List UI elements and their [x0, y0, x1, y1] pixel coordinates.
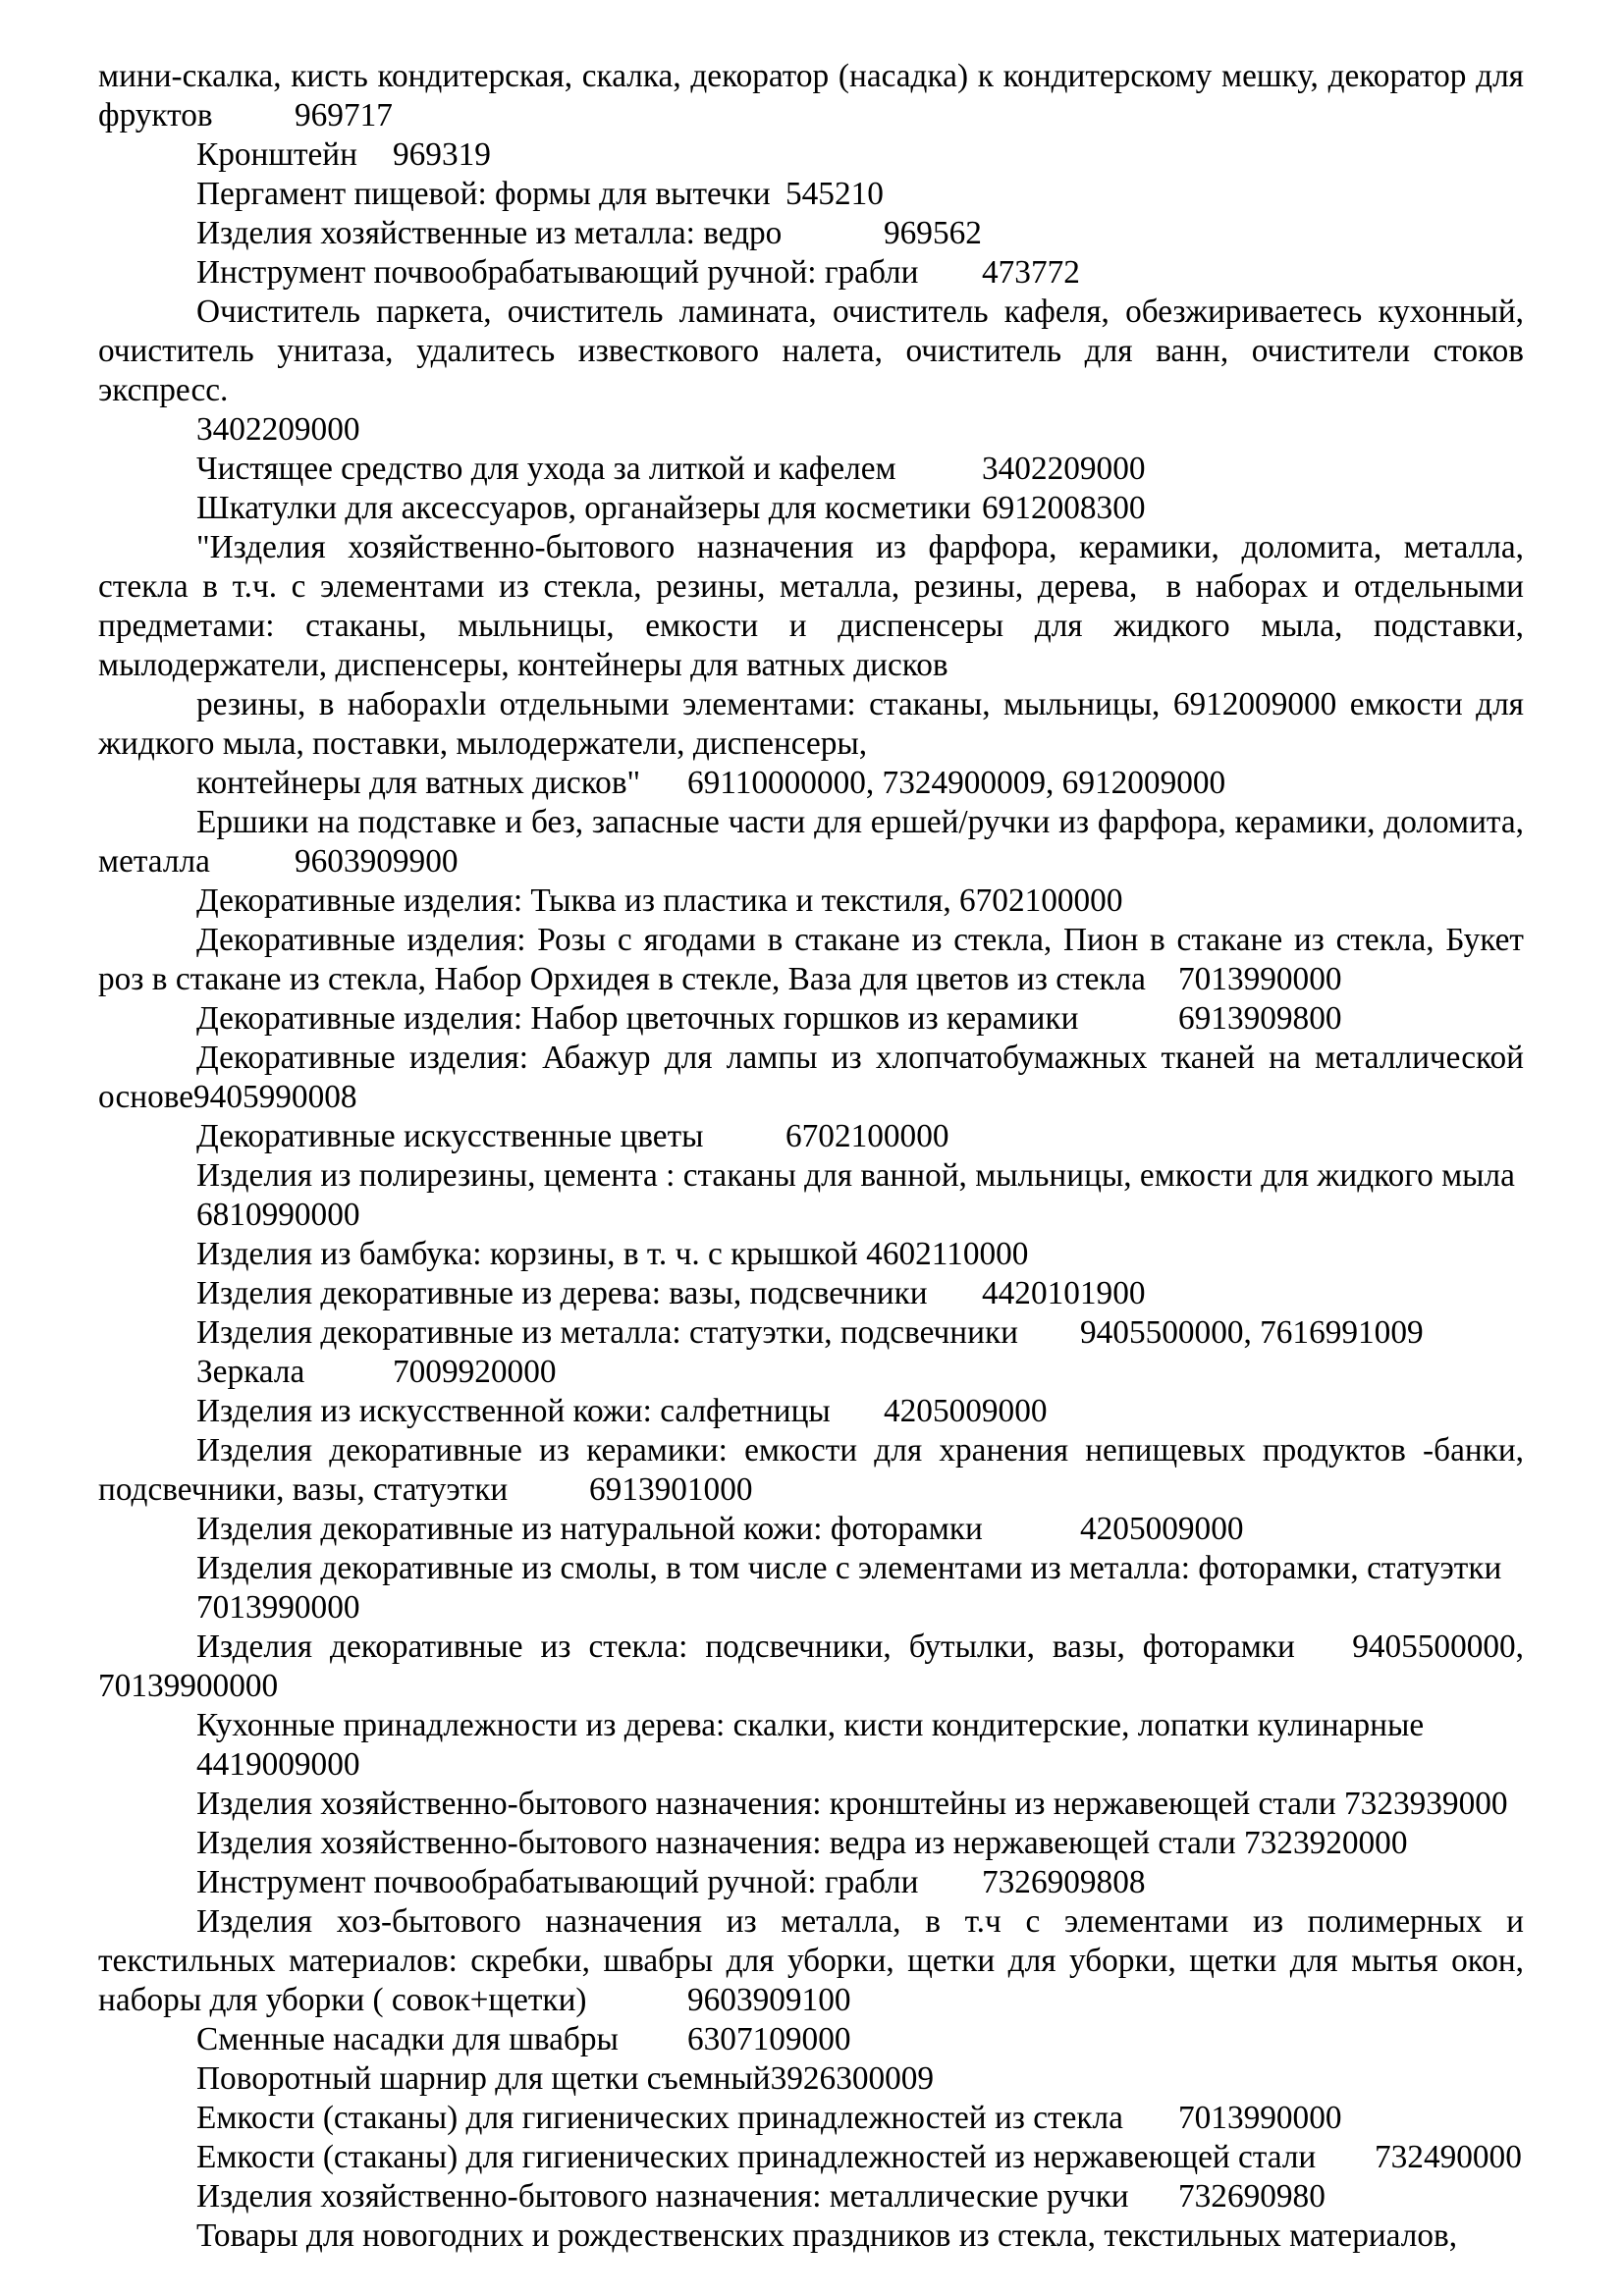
paragraph: Декоративные изделия: Абажур для лампы из хлопчатобумажных тканей на металлической основе9405990008: [98, 1040, 1533, 1115]
paragraph: Декоративные изделия: Набор цветочных горшков из керамики 6913909800: [196, 1000, 1342, 1037]
paragraph: Пергамент пищевой: формы для вытечки 545210: [196, 176, 884, 212]
document-body: [98, 57, 1533, 2256]
paragraph: 3402209000: [196, 411, 360, 448]
paragraph: Декоративные искусственные цветы 6702100000: [196, 1118, 949, 1154]
paragraph: Изделия хоз-бытового назначения из металла, в т.ч с элементами из полимерных и текстильных материалов: скребки, швабры для уборки, щетки для уборки, щетки для мытья окон, наборы для уборки ( совок+щетки) 9603909100: [98, 1903, 1533, 2018]
paragraph: 6810990000: [196, 1197, 360, 1233]
paragraph: Декоративные изделия: Розы с ягодами в стакане из стекла, Пион в стакане из стекла, Букет роз в стакане из стекла, Набор Орхидея в стекле, Ваза для цветов из стекла 7013990000: [98, 922, 1533, 997]
paragraph: Изделия из полирезины, цемента : стаканы для ванной, мыльницы, емкости для жидкого мыла: [196, 1157, 1515, 1194]
paragraph: "Изделия хозяйственно-бытового назначения из фарфора, керамики, доломита, металла, стекла в т.ч. с элементами из стекла, резины, металла, резины, дерева, в наборах и отдельными предметами: стаканы, мыльницы, емкости и диспенсеры для жидкого мыла, подставки, мылодержатели, диспенсеры, контейнеры для ватных дисков: [98, 529, 1533, 683]
paragraph: Инструмент почвообрабатывающий ручной: грабли 473772: [196, 254, 1080, 291]
paragraph: Изделия из искусственной кожи: салфетницы 4205009000: [196, 1393, 1048, 1429]
paragraph: Изделия из бамбука: корзины, в т. ч. с крышкой 4602110000: [196, 1236, 1029, 1272]
paragraph: Изделия хозяйственно-бытового назначения: ведра из нержавеющей стали 7323920000: [196, 1825, 1408, 1861]
paragraph: Емкости (стаканы) для гигиенических принадлежностей из нержавеющей стали 732490000: [196, 2139, 1522, 2175]
paragraph: 7013990000: [196, 1589, 360, 1626]
paragraph: Инструмент почвообрабатывающий ручной: грабли 7326909808: [196, 1864, 1146, 1900]
paragraph: Изделия хозяйственно-бытового назначения: кронштейны из нержавеющей стали 7323939000: [196, 1786, 1508, 1822]
paragraph: контейнеры для ватных дисков" 69110000000, 7324900009, 6912009000: [196, 765, 1226, 801]
paragraph: Ершики на подставке и без, запасные части для ершей/ручки из фарфора, керамики, доломита, металла 9603909900: [98, 804, 1533, 880]
paragraph: Чистящее средство для ухода за литкой и кафелем 3402209000: [196, 451, 1146, 487]
paragraph: Зеркала 7009920000: [196, 1354, 557, 1390]
paragraph: Изделия декоративные из дерева: вазы, подсвечники 4420101900: [196, 1275, 1146, 1311]
paragraph: мини-скалка, кисть кондитерская, скалка, декоратор (насадка) к кондитерскому мешку, декоратор для фруктов 969717: [98, 58, 1533, 133]
paragraph: резины, в наборахlи отдельными элементами: стаканы, мыльницы, 6912009000 емкости для жидкого мыла, поставки, мылодержатели, диспенсеры,: [98, 686, 1533, 762]
paragraph: Изделия декоративные из смолы, в том числе с элементами из металла: фоторамки, статуэтки: [196, 1550, 1502, 1586]
paragraph: Товары для новогодних и рождественских праздников из стекла, текстильных материалов,: [196, 2217, 1458, 2254]
paragraph: Декоративные изделия: Тыква из пластика и текстиля, 6702100000: [196, 882, 1123, 919]
paragraph: Изделия декоративные из натуральной кожи: фоторамки 4205009000: [196, 1511, 1244, 1547]
paragraph: Изделия декоративные из стекла: подсвечники, бутылки, вазы, фоторамки 9405500000, 70139900000: [98, 1629, 1533, 1704]
paragraph: Поворотный шарнир для щетки съемный3926300009: [196, 2060, 935, 2097]
paragraph: 4419009000: [196, 1746, 360, 1783]
paragraph: Очиститель паркета, очиститель ламината, очиститель кафеля, обезжириваетесь кухонный, очиститель унитаза, удалитесь известкового налета, очиститель для ванн, очистители стоков экспресс.: [98, 294, 1533, 408]
paragraph: Изделия декоративные из керамики: емкости для хранения непищевых продуктов -банки, подсвечники, вазы, статуэтки 6913901000: [98, 1432, 1533, 1508]
paragraph: Емкости (стаканы) для гигиенических принадлежностей из стекла 7013990000: [196, 2100, 1342, 2136]
paragraph: Шкатулки для аксессуаров, органайзеры для косметики 6912008300: [196, 490, 1146, 526]
paragraph: Кухонные принадлежности из дерева: скалки, кисти кондитерские, лопатки кулинарные: [196, 1707, 1425, 1743]
paragraph: Кронштейн 969319: [196, 136, 491, 173]
paragraph: Сменные насадки для швабры 6307109000: [196, 2021, 851, 2057]
paragraph: Изделия декоративные из металла: статуэтки, подсвечники 9405500000, 7616991009: [196, 1314, 1424, 1351]
paragraph: Изделия хозяйственно-бытового назначения: металлические ручки 732690980: [196, 2178, 1326, 2215]
paragraph: Изделия хозяйственные из металла: ведро 969562: [196, 215, 982, 251]
